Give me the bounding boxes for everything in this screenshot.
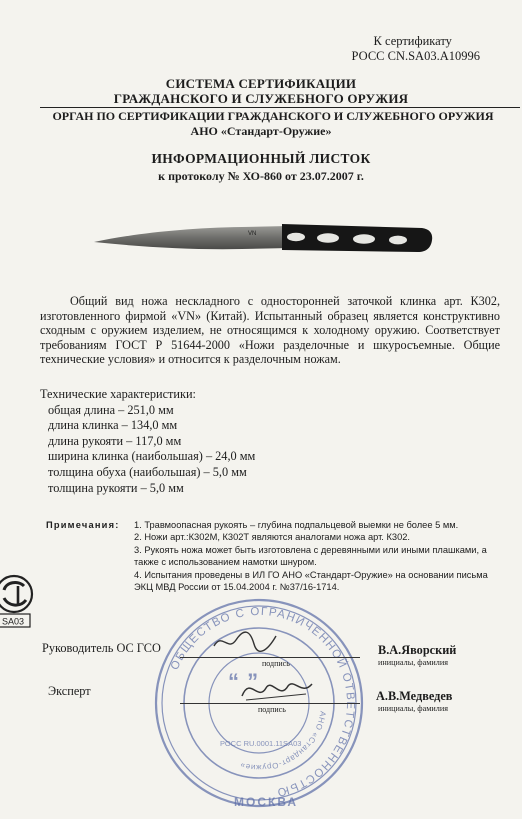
- signature-role-head: Руководитель ОС ГСО: [42, 641, 161, 655]
- protocol-reference: к протоколу № ХО-860 от 23.07.2007 г.: [158, 169, 364, 183]
- specifications-label: Технические характеристики:: [40, 387, 196, 401]
- knife-photo: [92, 218, 434, 262]
- reference-line-1: К сертификату: [373, 34, 452, 48]
- handle-hole-2: [317, 233, 339, 243]
- handle-hole-1: [287, 233, 305, 241]
- note-item: 4. Испытания проведены в ИЛ ГО АНО «Стандарт-Оружие» на основании письма ЭКЦ МВД России от 15.04.2004 г. №37/16-1714.: [134, 569, 488, 593]
- certificate-reference: [352, 34, 480, 64]
- handwritten-signature-expert: [236, 672, 316, 706]
- handwritten-signature-head: [210, 626, 280, 656]
- knife-blade: [94, 226, 290, 249]
- stamp-city: МОСКВА: [234, 795, 299, 809]
- signature-role-expert: Эксперт: [48, 684, 91, 698]
- description-paragraph: [40, 294, 500, 367]
- gost-certification-mark: [0, 574, 38, 630]
- certification-body-line-2: АНО «Стандарт-Оружие»: [190, 124, 332, 138]
- signature-caption-head: подпись: [262, 659, 290, 668]
- header-divider: [40, 107, 520, 108]
- system-title-line-2: ГРАЖДАНСКОГО И СЛУЖЕБНОГО ОРУЖИЯ: [113, 91, 409, 106]
- certification-body-line-1: ОРГАН ПО СЕРТИФИКАЦИИ ГРАЖДАНСКОГО И СЛУЖЕБНОГО ОРУЖИЯ: [52, 109, 494, 123]
- description-text: Общий вид ножа нескладного с односторонней заточкой клинка арт. К302, изготовленного фирмой «VN» (Китай). Испытанный образец является конструктивно сходным с оружием изделием, не относящимся к холодному оружию. Соответствует требованиям ГОСТ Р 51644-2000 «Ножи разделочные и шкуросъемные. Общие технические условия» и относится к разделочным ножам.: [40, 294, 500, 367]
- document-title: ИНФОРМАЦИОННЫЙ ЛИСТОК: [151, 151, 371, 166]
- specifications-list: [40, 403, 255, 497]
- note-item: 2. Ножи арт.:К302М, К302Т являются аналогами ножа арт. К302.: [134, 532, 410, 543]
- name-caption-expert: инициалы, фамилия: [378, 704, 449, 713]
- signer-name-expert: А.В.Медведев: [376, 689, 453, 703]
- signature-caption-expert: подпись: [258, 705, 286, 714]
- spec-item: общая длина – 251,0 мм: [48, 402, 174, 417]
- system-title-line-1: СИСТЕМА СЕРТИФИКАЦИИ: [165, 76, 357, 91]
- stamp-inner-text: АНО «Стандарт-Оружие»: [238, 710, 328, 773]
- handle-hole-3: [353, 234, 375, 244]
- spec-item: толщина рукояти – 5,0 мм: [48, 480, 184, 495]
- handle-hole-4: [389, 236, 407, 245]
- signature-line-head: [180, 657, 360, 658]
- notes-section: [46, 519, 508, 593]
- stamp-registration: РОСС RU.0001.11SA03: [220, 739, 302, 748]
- stamp-outer-text: ОБЩЕСТВО С ОГРАНИЧЕННОЙ ОТВЕТСТВЕННОСТЬЮ: [168, 605, 357, 799]
- name-caption-head: инициалы, фамилия: [378, 658, 449, 667]
- note-item: 1. Травмоопасная рукоять – глубина подпальцевой выемки не более 5 мм.: [134, 520, 459, 530]
- stamp-center-mark: “ ”: [228, 669, 260, 694]
- blade-marking: VN: [248, 231, 257, 237]
- spec-item: ширина клинка (наибольшая) – 24,0 мм: [48, 449, 256, 464]
- spec-item: толщина обуха (наибольшая) – 5,0 мм: [48, 464, 247, 479]
- notes-label: Примечания:: [46, 520, 120, 530]
- gost-mark-code: SA03: [2, 616, 25, 627]
- signer-name-head: В.А.Яворский: [378, 643, 457, 657]
- spec-item: длина клинка – 134,0 мм: [48, 418, 178, 433]
- spec-item: длина рукояти – 117,0 мм: [48, 433, 182, 448]
- reference-line-2: РОСС CN.SA03.A10996: [351, 49, 480, 63]
- specifications: [40, 387, 255, 496]
- note-item: 3. Рукоять ножа может быть изготовлена с деревянными или иными плашками, а также с использованием намотки шнуром.: [134, 544, 487, 568]
